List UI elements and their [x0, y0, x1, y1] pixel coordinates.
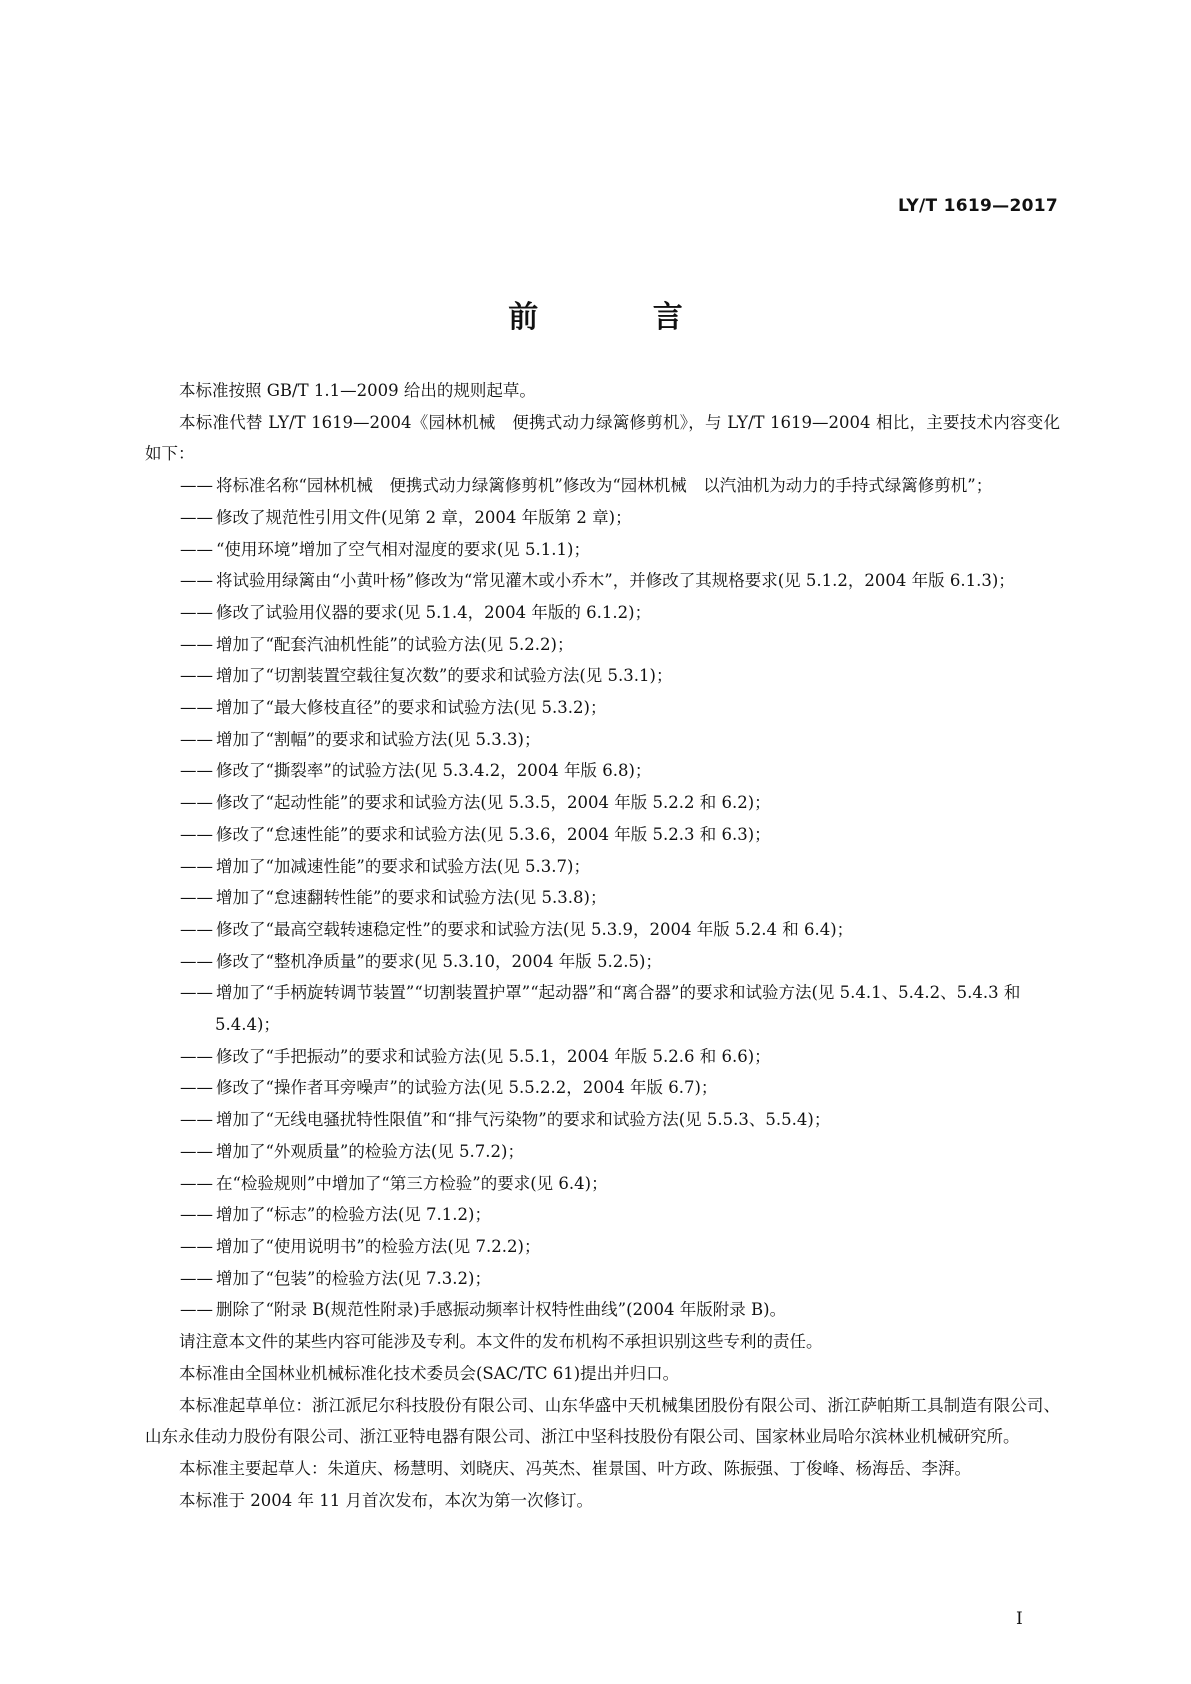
list-item: —— 将标准名称“园林机械 便携式动力绿篱修剪机”修改为“园林机械 以汽油机为动力的手持式绿篱修剪机”；	[180, 476, 993, 496]
standard-code: LY/T 1619—2017	[897, 196, 1058, 216]
list-item: —— 在“检验规则”中增加了“第三方检验”的要求(见 6.4)；	[180, 1173, 608, 1193]
list-item: —— 修改了规范性引用文件(见第 2 章，2004 年版第 2 章)；	[180, 507, 632, 527]
patent-notice: 请注意本文件的某些内容可能涉及专利。本文件的发布机构不承担识别这些专利的责任。	[179, 1332, 823, 1352]
document-body	[145, 375, 1060, 1516]
list-item: —— 修改了“操作者耳旁噪声”的试验方法(见 5.5.2.2，2004 年版 6.7)；	[180, 1078, 718, 1098]
list-item: —— 增加了“最大修枝直径”的要求和试验方法(见 5.3.2)；	[180, 698, 607, 718]
list-item: —— 删除了“附录 B(规范性附录)手感振动频率计权特性曲线”(2004 年版附录 B)。	[180, 1300, 787, 1320]
list-item: —— 增加了“割幅”的要求和试验方法(见 5.3.3)；	[180, 729, 541, 749]
drafters-paragraph: 本标准主要起草人：朱道庆、杨慧明、刘晓庆、冯英杰、崔景国、叶方政、陈振强、丁俊峰、杨海岳、李湃。	[179, 1458, 971, 1478]
list-item: —— 增加了“包装”的检验方法(见 7.3.2)；	[180, 1268, 491, 1288]
list-item: —— 增加了“标志”的检验方法(见 7.1.2)；	[180, 1205, 491, 1225]
list-item: —— 增加了“配套汽油机性能”的试验方法(见 5.2.2)；	[180, 634, 574, 654]
intro-paragraph-1: 本标准按照 GB/T 1.1—2009 给出的规则起草。	[179, 381, 536, 400]
list-item: —— 增加了“切割装置空载往复次数”的要求和试验方法(见 5.3.1)；	[180, 666, 673, 686]
list-item: —— 增加了“手柄旋转调节装置”“切割装置护罩”“起动器”和“离合器”的要求和试验方法(见 5.4.1、5.4.2、5.4.3 和 5.4.4)；	[180, 983, 1021, 1035]
list-item: —— 修改了“怠速性能”的要求和试验方法(见 5.3.6，2004 年版 5.2.3 和 6.3)；	[180, 824, 771, 844]
list-item: —— 修改了“手把振动”的要求和试验方法(见 5.5.1，2004 年版 5.2.6 和 6.6)；	[180, 1046, 771, 1066]
intro-paragraph-2: 本标准代替 LY/T 1619—2004《园林机械 便携式动力绿篱修剪机》，与 LY/T 1619—2004 相比，主要技术内容变化如下：	[145, 412, 1060, 464]
list-item: —— 增加了“外观质量”的检验方法(见 5.7.2)；	[180, 1141, 524, 1161]
changes-list	[145, 470, 1060, 1326]
list-item: —— “使用环境”增加了空气相对湿度的要求(见 5.1.1)；	[180, 539, 590, 559]
list-item: —— 修改了试验用仪器的要求(见 5.1.4，2004 年版的 6.1.2)；	[180, 602, 652, 622]
list-item: —— 修改了“起动性能”的要求和试验方法(见 5.3.5，2004 年版 5.2.2 和 6.2)；	[180, 793, 771, 813]
list-item: —— 增加了“无线电骚扰特性限值”和“排气污染物”的要求和试验方法(见 5.5.3、5.5.4)；	[180, 1110, 831, 1130]
drafting-units-paragraph: 本标准起草单位：浙江派尼尔科技股份有限公司、山东华盛中天机械集团股份有限公司、浙江萨帕斯工具制造有限公司、山东永佳动力股份有限公司、浙江亚特电器有限公司、浙江中坚科技股份有限公司、国家林业局哈尔滨林业机械研究所。	[145, 1395, 1060, 1447]
proposer-paragraph: 本标准由全国林业机械标准化技术委员会(SAC/TC 61)提出并归口。	[179, 1363, 680, 1383]
page-number: I	[1016, 1609, 1023, 1629]
list-item: —— 增加了“加减速性能”的要求和试验方法(见 5.3.7)；	[180, 856, 590, 876]
page-title: 前 言	[508, 300, 735, 335]
list-item: —— 修改了“整机净质量”的要求(见 5.3.10，2004 年版 5.2.5)；	[180, 951, 662, 971]
list-item: —— 将试验用绿篱由“小黄叶杨”修改为“常见灌木或小乔木”，并修改了其规格要求(见 5.1.2，2004 年版 6.1.3)；	[180, 571, 1015, 591]
list-item: —— 增加了“使用说明书”的检验方法(见 7.2.2)；	[180, 1236, 541, 1256]
list-item: —— 修改了“撕裂率”的试验方法(见 5.3.4.2，2004 年版 6.8)；	[180, 761, 652, 781]
list-item: —— 修改了“最高空载转速稳定性”的要求和试验方法(见 5.3.9，2004 年版 5.2.4 和 6.4)；	[180, 919, 854, 939]
release-history-paragraph: 本标准于 2004 年 11 月首次发布，本次为第一次修订。	[179, 1490, 593, 1510]
list-item: —— 增加了“怠速翻转性能”的要求和试验方法(见 5.3.8)；	[180, 888, 607, 908]
